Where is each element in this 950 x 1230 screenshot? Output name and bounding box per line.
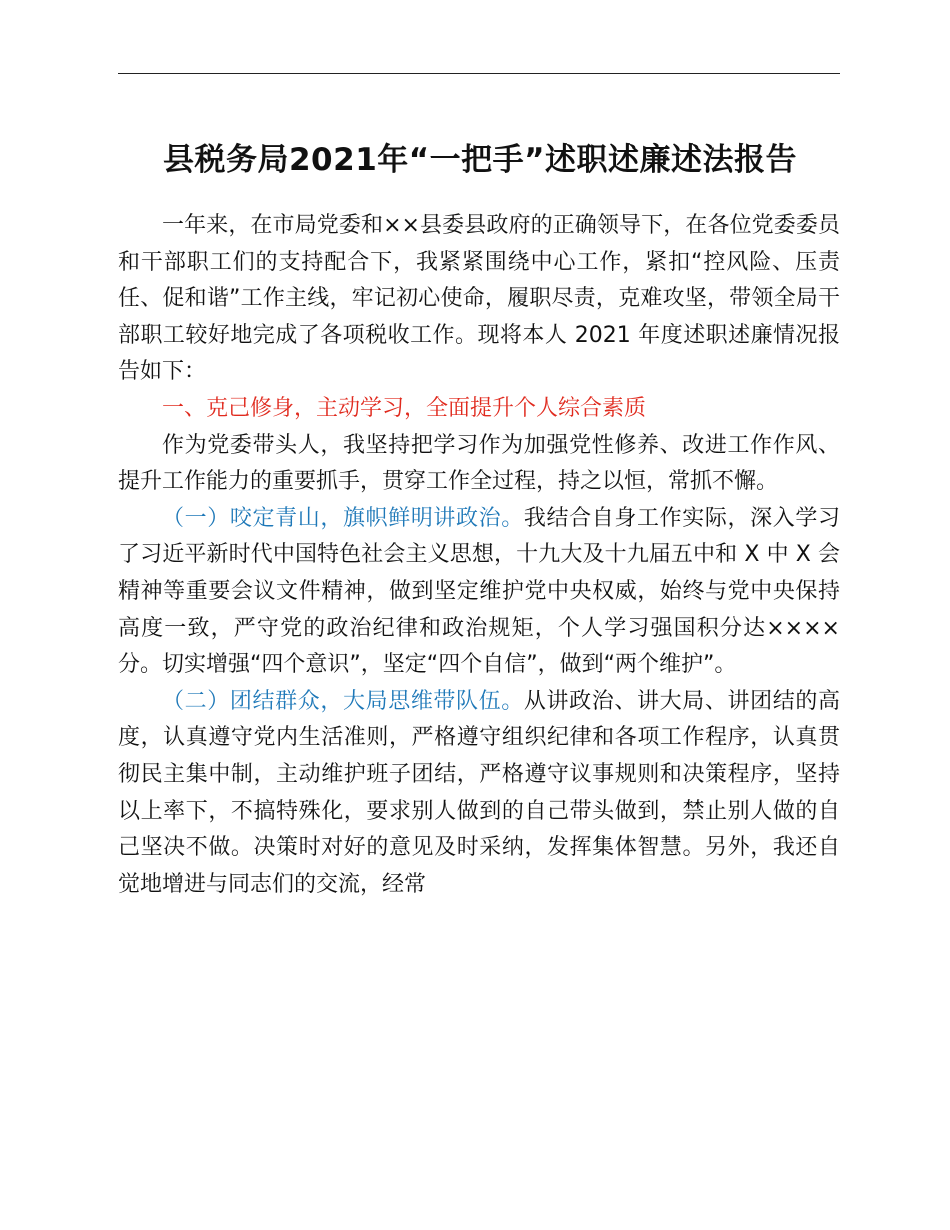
document-body: [118, 208, 840, 903]
header-rule: [118, 73, 840, 74]
section-1-paragraph: 作为党委带头人，我坚持把学习作为加强党性修养、改进工作作风、提升工作能力的重要抓手，贯穿工作全过程，持之以恒，常抓不懈。: [118, 432, 840, 495]
subsection-1-paragraph: [118, 501, 840, 684]
page-title: 县税务局2021年“一把手”述职述廉述法报告: [162, 142, 798, 178]
subsection-2-paragraph: [118, 684, 840, 904]
subsection-heading-2: （二）团结群众，大局思维带队伍。: [162, 688, 524, 714]
subsection-heading-1: （一）咬定青山，旗帜鲜明讲政治。: [162, 505, 524, 531]
subsection-1-text: 我结合自身工作实际，深入学习了习近平新时代中国特色社会主义思想，十九大及十九届五中和 X 中 X 会精神等重要会议文件精神，做到坚定维护党中央权威，始终与党中央保持高度一致，严守党的政治纪律和政治规矩，个人学习强国积分达××××分。切实增强“四个意识”，坚定“四个自信”，做到“两个维护”。: [118, 505, 840, 678]
subsection-2-text: 从讲政治、讲大局、讲团结的高度，认真遵守党内生活准则，严格遵守组织纪律和各项工作程序，认真贯彻民主集中制，主动维护班子团结，严格遵守议事规则和决策程序，坚持以上率下，不搞特殊化，要求别人做到的自己带头做到，禁止别人做的自己坚决不做。决策时对好的意见及时采纳，发挥集体智慧。另外，我还自觉地增进与同志们的交流，经常: [118, 688, 840, 897]
intro-paragraph: 一年来，在市局党委和××县委县政府的正确领导下，在各位党委委员和干部职工们的支持配合下，我紧紧围绕中心工作，紧扣“控风险、压责任、促和谐”工作主线，牢记初心使命，履职尽责，克难攻坚，带领全局干部职工较好地完成了各项税收工作。现将本人 2021 年度述职述廉情况报告如下：: [118, 213, 840, 385]
section-heading-1: 一、克己修身，主动学习，全面提升个人综合素质: [162, 395, 647, 421]
